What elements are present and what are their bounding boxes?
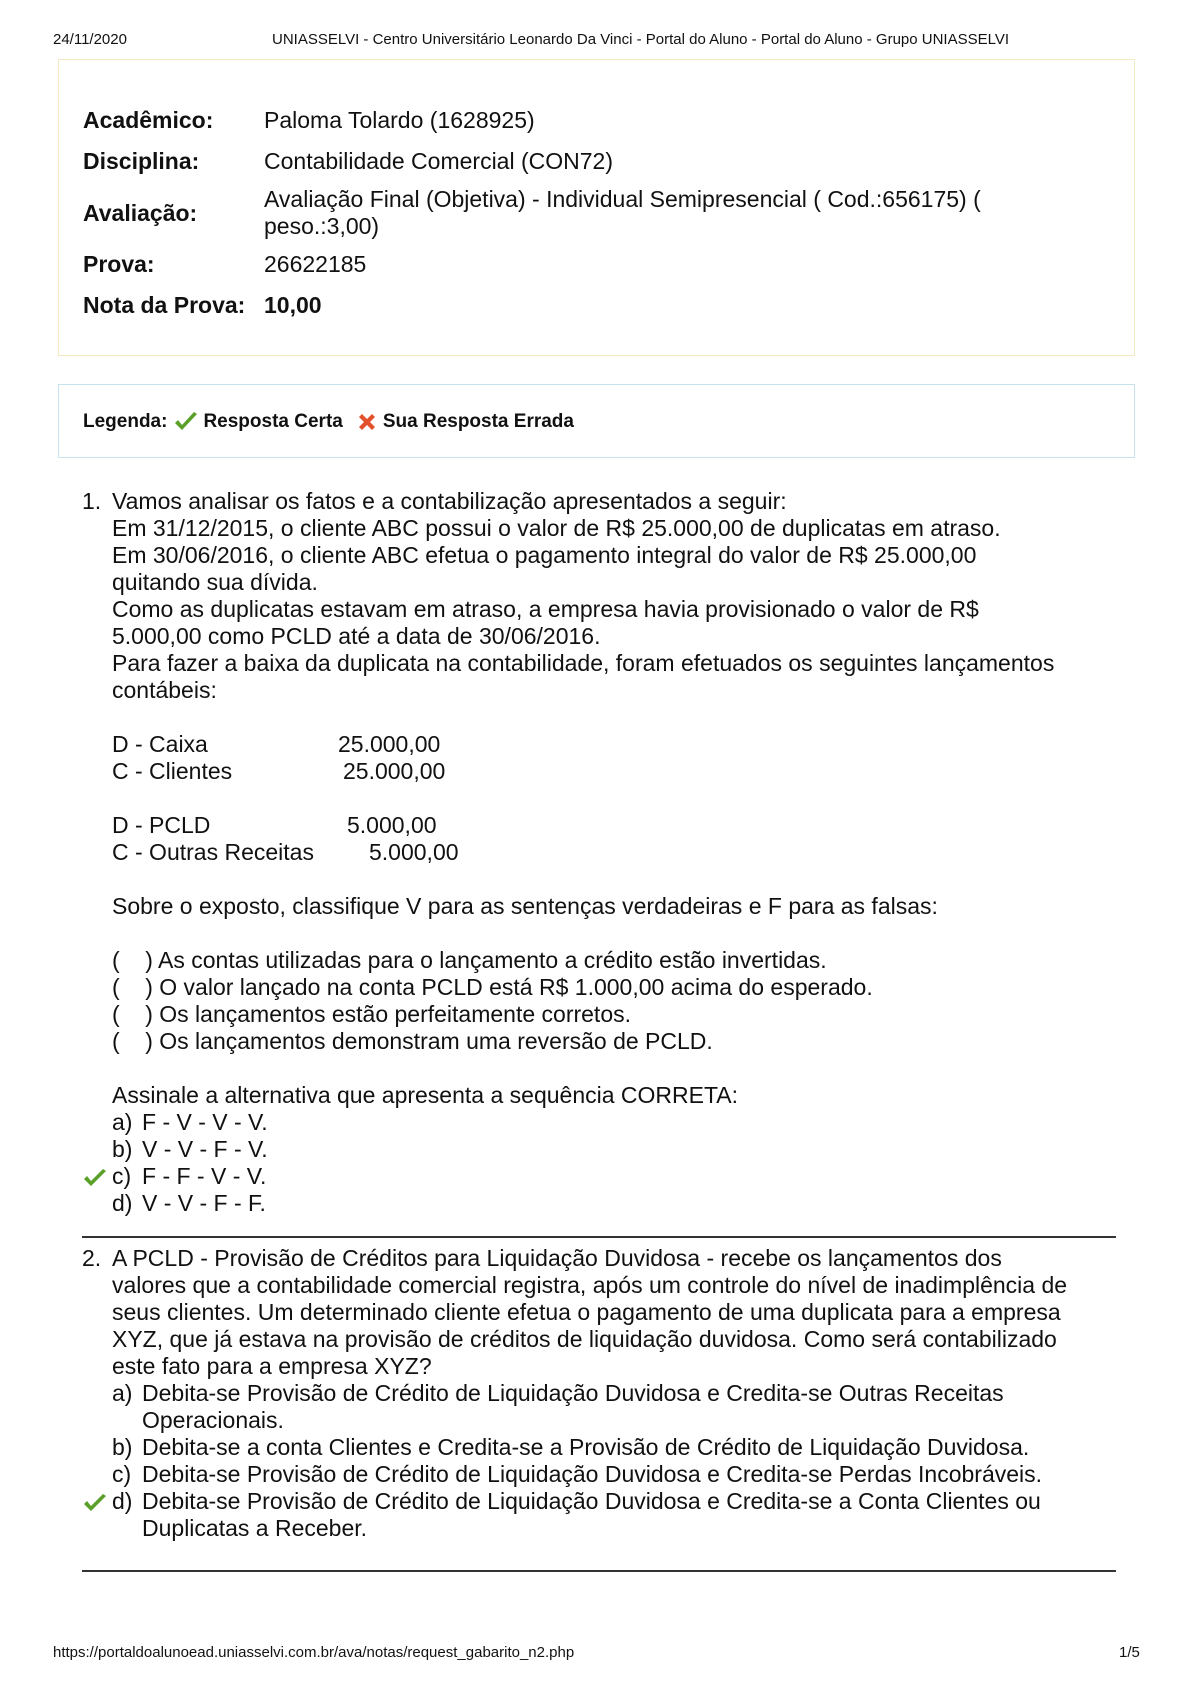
check-icon: [173, 411, 199, 433]
question-text-line: Para fazer a baixa da duplicata na contabilidade, foram efetuados os seguintes lançamentos: [112, 650, 1055, 676]
cross-icon: [355, 410, 379, 434]
answer-option-d: [112, 1488, 1122, 1542]
avaliacao-value: [264, 182, 981, 244]
prova-label: Prova:: [83, 251, 155, 277]
option-text: V - V - F - F.: [142, 1190, 266, 1216]
nota-label: Nota da Prova:: [83, 292, 246, 318]
question-number: 2.: [82, 1245, 102, 1271]
question-text-line: XYZ, que já estava na provisão de créditos de liquidação duvidosa. Como será contabilizado: [112, 1326, 1057, 1352]
option-letter: c): [112, 1461, 132, 1487]
statement: ( ) Os lançamentos demonstram uma reversão de PCLD.: [112, 1028, 713, 1054]
legend-label: Legenda:: [83, 411, 168, 432]
option-letter: d): [112, 1488, 133, 1514]
question-text-line: A PCLD - Provisão de Créditos para Liquidação Duvidosa - recebe os lançamentos dos: [112, 1245, 1002, 1271]
legend-panel: [58, 384, 1135, 458]
option-letter: c): [112, 1163, 132, 1189]
question-text-line: Como as duplicatas estavam em atraso, a empresa havia provisionado o valor de R$: [112, 596, 979, 622]
option-text: Debita-se a conta Clientes e Credita-se a Provisão de Crédito de Liquidação Duvidosa.: [142, 1434, 1030, 1460]
option-text: Debita-se Provisão de Crédito de Liquidação Duvidosa e Credita-se Outras Receitas Operacionais.: [142, 1380, 1004, 1433]
journal-entry: [112, 758, 1122, 785]
question-number: 1.: [82, 488, 102, 514]
entry-value: 25.000,00: [338, 731, 441, 757]
correct-check-icon: [82, 1168, 108, 1188]
academico-value: Paloma Tolardo (1628925): [264, 107, 535, 133]
correct-check-icon: [82, 1493, 108, 1513]
option-text: Debita-se Provisão de Crédito de Liquidação Duvidosa e Credita-se a Conta Clientes ou Duplicatas a Receber.: [142, 1488, 1041, 1541]
page-url: https://portaldoalunoead.uniasselvi.com.br/ava/notas/request_gabarito_n2.php: [53, 1644, 575, 1661]
question-text-line: Em 30/06/2016, o cliente ABC efetua o pagamento integral do valor de R$ 25.000,00: [112, 542, 977, 568]
question-text-line: quitando sua dívida.: [112, 569, 318, 595]
question-text-line: Em 31/12/2015, o cliente ABC possui o valor de R$ 25.000,00 de duplicatas em atraso.: [112, 515, 1001, 541]
entry-account: C - Outras Receitas: [112, 839, 314, 865]
journal-entry: [112, 839, 1122, 866]
option-text: Debita-se Provisão de Crédito de Liquidação Duvidosa e Credita-se Perdas Incobráveis.: [142, 1461, 1043, 1487]
legend: [83, 410, 574, 434]
question-text-line: 5.000,00 como PCLD até a data de 30/06/2016.: [112, 623, 601, 649]
print-date: 24/11/2020: [53, 31, 127, 48]
option-letter: a): [112, 1380, 133, 1406]
question-text-line: Vamos analisar os fatos e a contabilização apresentados a seguir:: [112, 488, 787, 514]
question-text-line: seus clientes. Um determinado cliente efetua o pagamento de uma duplicata para a empresa: [112, 1299, 1061, 1325]
entry-value: 5.000,00: [369, 839, 459, 865]
question-text-line: este fato para a empresa XYZ?: [112, 1353, 432, 1379]
journal-entry: [112, 731, 1122, 758]
question-text-line: contábeis:: [112, 677, 217, 703]
disciplina-label: Disciplina:: [83, 148, 200, 174]
option-letter: a): [112, 1109, 133, 1135]
journal-entry: [112, 812, 1122, 839]
option-text: F - V - V - V.: [142, 1109, 268, 1135]
avaliacao-value-line1: Avaliação Final (Objetiva) - Individual Semipresencial ( Cod.:656175) (: [264, 186, 981, 212]
avaliacao-value-line2: peso.:3,00): [264, 213, 380, 239]
academico-label: Acadêmico:: [83, 107, 214, 133]
entry-account: C - Clientes: [112, 758, 233, 784]
student-info-panel: [58, 59, 1135, 356]
entry-account: D - PCLD: [112, 812, 211, 838]
entry-value: 25.000,00: [343, 758, 446, 784]
prova-value: 26622185: [264, 251, 367, 277]
question-separator: [82, 1570, 1116, 1572]
answer-option-c: [112, 1461, 1122, 1488]
question-prompt: Assinale a alternativa que apresenta a sequência CORRETA:: [112, 1082, 739, 1108]
statement: ( ) As contas utilizadas para o lançamento a crédito estão invertidas.: [112, 947, 827, 973]
option-text: V - V - F - V.: [142, 1136, 268, 1162]
answer-option-b: [112, 1434, 1122, 1461]
question-2: [82, 1245, 1122, 1542]
disciplina-value: Contabilidade Comercial (CON72): [264, 148, 613, 174]
statement: ( ) O valor lançado na conta PCLD está R$ 1.000,00 acima do esperado.: [112, 974, 873, 1000]
question-instruction: Sobre o exposto, classifique V para as sentenças verdadeiras e F para as falsas:: [112, 893, 938, 919]
nota-value: 10,00: [264, 292, 322, 318]
question-body: [112, 1245, 1122, 1542]
answer-option-b: [112, 1136, 1122, 1163]
answer-option-a: [112, 1380, 1122, 1434]
page-number: 1/5: [1119, 1644, 1140, 1661]
page-title: UNIASSELVI - Centro Universitário Leonardo Da Vinci - Portal do Aluno - Portal do Aluno - Grupo UNIASSELVI: [272, 31, 1010, 48]
option-text: F - F - V - V.: [142, 1163, 267, 1189]
avaliacao-label: Avaliação:: [83, 199, 198, 226]
entry-account: D - Caixa: [112, 731, 208, 757]
option-letter: d): [112, 1190, 133, 1216]
entry-value: 5.000,00: [347, 812, 437, 838]
option-letter: b): [112, 1136, 133, 1162]
student-info-table: [83, 100, 981, 326]
answer-option-d: [112, 1190, 1122, 1217]
question-1: [82, 488, 1122, 1217]
legend-wrong: Sua Resposta Errada: [382, 411, 574, 432]
answer-option-c: [112, 1163, 1122, 1190]
option-letter: b): [112, 1434, 133, 1460]
question-text-line: valores que a contabilidade comercial registra, após um controle do nível de inadimplência de: [112, 1272, 1068, 1298]
question-separator: [82, 1236, 1116, 1238]
statement: ( ) Os lançamentos estão perfeitamente corretos.: [112, 1001, 632, 1027]
answer-option-a: [112, 1109, 1122, 1136]
question-body: [112, 488, 1122, 1217]
legend-correct: Resposta Certa: [203, 411, 343, 432]
